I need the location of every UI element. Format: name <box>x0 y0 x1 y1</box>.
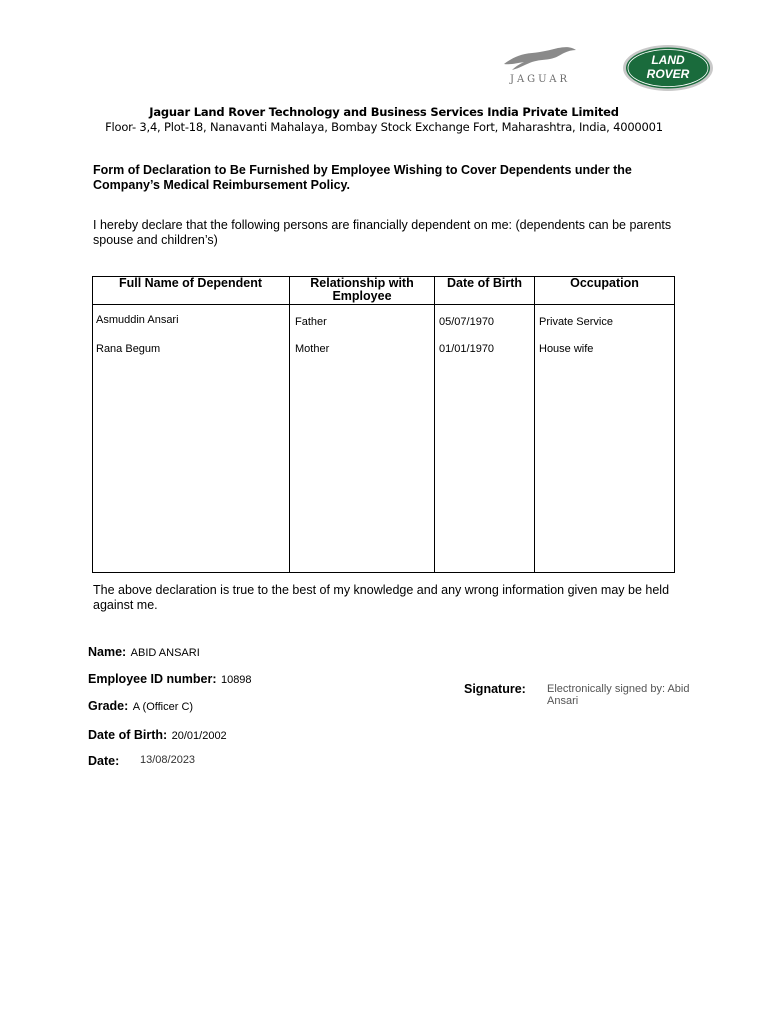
grade-label: Grade: <box>88 699 129 713</box>
table-header-relationship: Relationship with Employee <box>310 276 414 303</box>
table-cell: Father <box>295 316 327 328</box>
declaration-intro: I hereby declare that the following persons are financially dependent on me: (dependents can be parents spouse and children’s) <box>93 218 672 247</box>
jaguar-wordmark: JAGUAR <box>509 74 571 85</box>
date-label: Date: <box>88 754 120 768</box>
landrover-logo <box>622 44 714 97</box>
table-border-left <box>92 276 93 573</box>
name-row <box>88 643 200 661</box>
table-col-divider <box>534 276 535 573</box>
jaguar-logo <box>496 44 584 88</box>
table-header-name: Full Name of Dependent <box>118 276 263 290</box>
table-border-right <box>674 276 675 573</box>
table-cell: Mother <box>295 343 330 355</box>
table-cell: 01/01/1970 <box>439 343 495 355</box>
name-label: Name: <box>88 645 127 659</box>
dob-label: Date of Birth: <box>88 728 168 742</box>
table-header-occupation: Occupation <box>570 276 639 290</box>
signature-value: Electronically signed by: Abid Ansari <box>547 683 690 707</box>
date-value: 13/08/2023 <box>140 754 196 766</box>
dob-value: 20/01/2002 <box>171 730 227 742</box>
table-cell: 05/07/1970 <box>439 316 495 328</box>
name-value: ABID ANSARI <box>130 647 200 659</box>
employee-id-label: Employee ID number: <box>88 672 217 686</box>
table-cell: Private Service <box>539 316 613 328</box>
dependents-table <box>92 276 675 573</box>
table-border-bottom <box>92 572 675 573</box>
employee-id-value: 10898 <box>220 674 252 686</box>
closing-declaration: The above declaration is true to the best of my knowledge and any wrong information given may be held against me. <box>93 583 670 612</box>
table-cell: Asmuddin Ansari <box>96 314 179 326</box>
table-header-dob: Date of Birth <box>447 276 522 290</box>
signature-label: Signature: <box>464 682 526 696</box>
landrover-line1: LAND <box>651 53 685 67</box>
grade-row <box>88 697 193 715</box>
table-cell: Rana Begum <box>96 343 161 355</box>
employee-id-row <box>88 670 252 688</box>
dob-row <box>88 726 227 744</box>
company-address: Floor- 3,4, Plot-18, Nanavanti Mahalaya, Bombay Stock Exchange Fort, Maharashtra, India, 4000001 <box>105 120 663 134</box>
landrover-line2: ROVER <box>646 67 690 81</box>
form-title: Form of Declaration to Be Furnished by Employee Wishing to Cover Dependents under the Company’s Medical Reimbursement Policy. <box>93 163 632 192</box>
grade-value: A (Officer C) <box>132 701 194 713</box>
table-cell: House wife <box>539 343 594 355</box>
table-col-divider <box>434 276 435 573</box>
table-col-divider <box>289 276 290 573</box>
company-name: Jaguar Land Rover Technology and Business Services India Private Limited <box>149 105 619 119</box>
jaguar-leaper-icon <box>502 44 578 72</box>
table-header-separator <box>92 304 675 305</box>
